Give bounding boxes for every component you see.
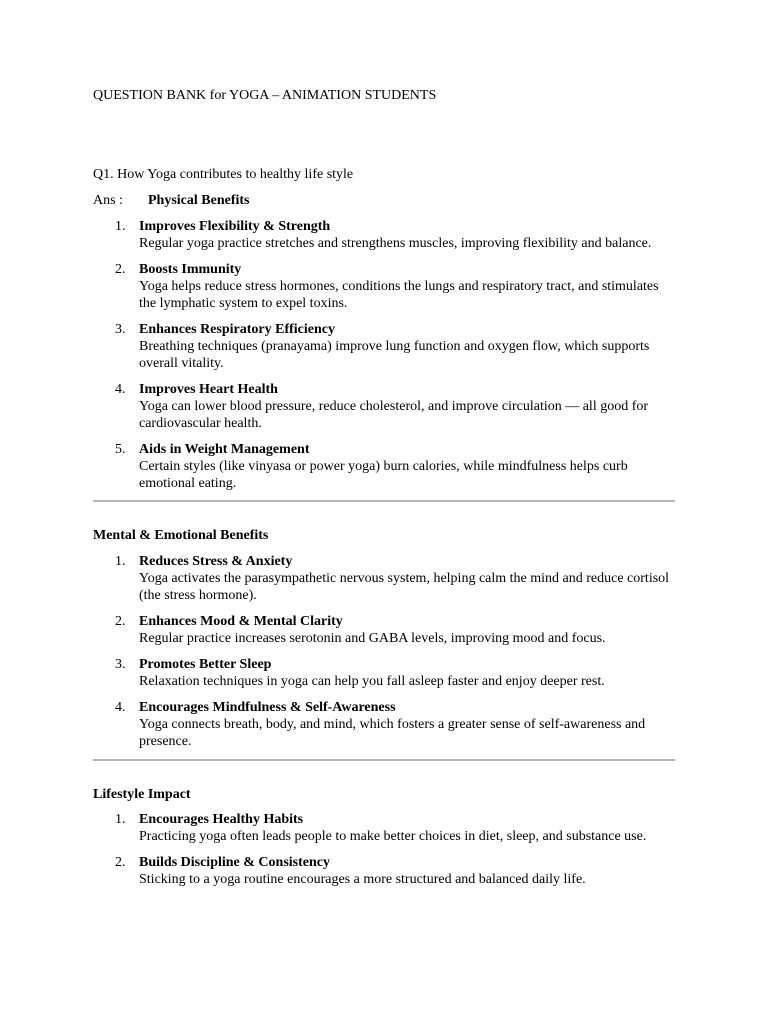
- list-item: [93, 811, 673, 845]
- item-title: Enhances Mood & Mental Clarity: [139, 614, 343, 629]
- item-title: Reduces Stress & Anxiety: [139, 554, 293, 569]
- item-description: Practicing yoga often leads people to make better choices in diet, sleep, and substance use.: [139, 829, 647, 844]
- mental-benefits-list: [93, 553, 673, 759]
- physical-benefits-list: [93, 218, 673, 501]
- item-number: 3.: [115, 657, 126, 672]
- item-number: 2.: [115, 262, 126, 277]
- list-item: [93, 553, 673, 604]
- list-item: [93, 699, 673, 750]
- item-title: Aids in Weight Management: [139, 442, 310, 457]
- item-description: Certain styles (like vinyasa or power yoga) burn calories, while mindfulness helps curb emotional eating.: [139, 459, 628, 491]
- list-item: [93, 218, 673, 252]
- list-item: [93, 441, 673, 492]
- item-description: Yoga can lower blood pressure, reduce cholesterol, and improve circulation — all good for cardiovascular health.: [139, 399, 649, 431]
- item-title: Encourages Mindfulness & Self-Awareness: [139, 700, 396, 715]
- item-number: 5.: [115, 442, 126, 457]
- answer-label: Ans :: [93, 193, 123, 208]
- item-title: Promotes Better Sleep: [139, 657, 272, 672]
- item-description: Regular yoga practice stretches and strengthens muscles, improving flexibility and balance.: [139, 236, 652, 251]
- item-number: 4.: [115, 382, 126, 397]
- item-description: Yoga connects breath, body, and mind, which fosters a greater sense of self-awareness and presence.: [139, 717, 646, 749]
- answer-line: [93, 192, 250, 209]
- item-number: 1.: [115, 219, 126, 234]
- item-number: 1.: [115, 554, 126, 569]
- lifestyle-impact-list: [93, 811, 673, 897]
- item-number: 1.: [115, 812, 126, 827]
- item-number: 2.: [115, 614, 126, 629]
- item-title: Improves Flexibility & Strength: [139, 219, 331, 234]
- list-item: [93, 261, 673, 312]
- item-title: Boosts Immunity: [139, 262, 242, 277]
- list-item: [93, 656, 673, 690]
- item-description: Yoga activates the parasympathetic nervous system, helping calm the mind and reduce cortisol (the stress hormone).: [139, 571, 670, 603]
- item-title: Encourages Healthy Habits: [139, 812, 304, 827]
- item-number: 4.: [115, 700, 126, 715]
- horizontal-divider: [93, 759, 675, 761]
- item-description: Breathing techniques (pranayama) improve lung function and oxygen flow, which supports overall vitality.: [139, 339, 650, 371]
- section-heading-lifestyle: Lifestyle Impact: [93, 787, 191, 802]
- list-item: [93, 381, 673, 432]
- item-description: Relaxation techniques in yoga can help you fall asleep faster and enjoy deeper rest.: [139, 674, 605, 689]
- item-number: 3.: [115, 322, 126, 337]
- section-heading-mental: Mental & Emotional Benefits: [93, 528, 269, 543]
- horizontal-divider: [93, 500, 675, 502]
- item-title: Improves Heart Health: [139, 382, 278, 397]
- item-title: Builds Discipline & Consistency: [139, 855, 330, 870]
- list-item: [93, 854, 673, 888]
- item-description: Yoga helps reduce stress hormones, conditions the lungs and respiratory tract, and stimulates the lymphatic system to expel toxins.: [139, 279, 659, 311]
- item-number: 2.: [115, 855, 126, 870]
- item-title: Enhances Respiratory Efficiency: [139, 322, 335, 337]
- item-description: Regular practice increases serotonin and GABA levels, improving mood and focus.: [139, 631, 606, 646]
- section-heading-physical: Physical Benefits: [148, 193, 250, 208]
- item-description: Sticking to a yoga routine encourages a more structured and balanced daily life.: [139, 872, 586, 887]
- document-title: QUESTION BANK for YOGA – ANIMATION STUDENTS: [93, 88, 437, 103]
- list-item: [93, 613, 673, 647]
- question-text: Q1. How Yoga contributes to healthy life style: [93, 167, 354, 182]
- list-item: [93, 321, 673, 372]
